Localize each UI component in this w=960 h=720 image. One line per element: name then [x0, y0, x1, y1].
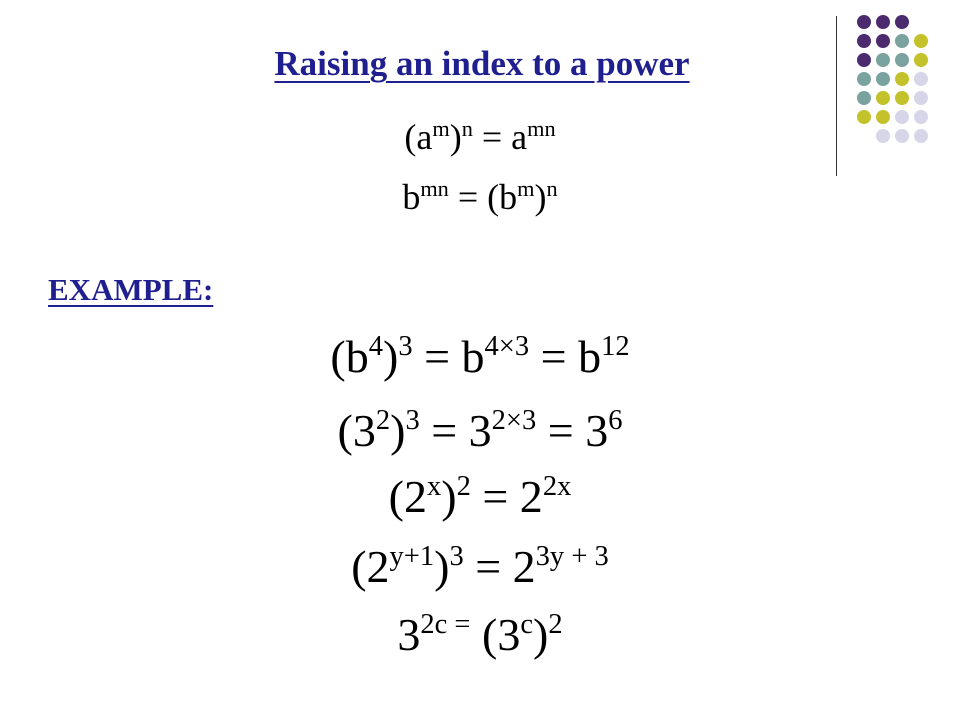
formula-exponent: 4 [368, 330, 383, 362]
formula-exponent: 6 [608, 404, 623, 436]
formula-base-text: = (b [448, 177, 518, 217]
formula-base-text: ) [382, 331, 399, 382]
example-formula-2 [0, 404, 960, 457]
decorative-dot [857, 34, 871, 48]
decorative-dot [876, 15, 890, 29]
formula-base-text: ) [534, 177, 547, 217]
decorative-dot [876, 91, 890, 105]
formula-exponent: 2x [542, 470, 572, 502]
decorative-dot [895, 53, 909, 67]
example-formula-5 [0, 608, 960, 661]
formula-exponent: mn [527, 115, 556, 141]
formula-base-text: (3 [470, 609, 521, 660]
formula-exponent: 3 [449, 540, 464, 572]
formula-exponent: 2c = [420, 608, 471, 640]
decorative-dot [876, 53, 890, 67]
formula-exponent: m [517, 175, 535, 201]
formula-base-text: ) [449, 117, 462, 157]
formula-base-text: ) [390, 405, 406, 456]
formula-exponent: x [427, 470, 442, 502]
formula-exponent: m [432, 115, 450, 141]
formula-exponent: 2×3 [491, 404, 537, 436]
formula-base-text: = 3 [419, 405, 492, 456]
decorative-dot [857, 53, 871, 67]
formula-base-text: = b [412, 331, 485, 382]
decorative-dot [895, 91, 909, 105]
formula-exponent: n [546, 175, 558, 201]
decorative-dot [914, 72, 928, 86]
formula-exponent: 3 [405, 404, 420, 436]
formula-exponent: mn [420, 175, 449, 201]
formula-base-text: = b [529, 331, 602, 382]
decorative-dot [857, 72, 871, 86]
decorative-dot [857, 91, 871, 105]
formula-base-text: (b [330, 331, 369, 382]
decorative-dot [876, 34, 890, 48]
rule-formula-2 [0, 176, 960, 218]
example-heading: EXAMPLE: [48, 272, 214, 307]
formula-base-text: = a [472, 117, 528, 157]
example-formula-1 [0, 330, 960, 383]
formula-base-text: (a [404, 117, 433, 157]
formula-base-text: ) [434, 541, 450, 592]
formula-exponent: 12 [601, 330, 630, 362]
decorative-dot [895, 15, 909, 29]
formula-exponent: y+1 [389, 540, 435, 572]
formula-base-text: ) [533, 609, 549, 660]
formula-exponent: 2 [456, 470, 471, 502]
formula-exponent: 2 [548, 608, 563, 640]
formula-base-text: = 2 [463, 541, 536, 592]
decorative-dot [914, 34, 928, 48]
formula-base-text: = 2 [470, 471, 543, 522]
decorative-dot [876, 72, 890, 86]
example-formula-3 [0, 470, 960, 523]
slide-title: Raising an index to a power [274, 44, 690, 83]
formula-exponent: 3y + 3 [535, 540, 609, 572]
formula-base-text: ) [441, 471, 457, 522]
formula-base-text: b [402, 177, 421, 217]
formula-base-text: (3 [337, 405, 376, 456]
formula-exponent: 3 [398, 330, 413, 362]
formula-exponent: 2 [375, 404, 391, 436]
decorative-dot [914, 91, 928, 105]
decorative-dot [895, 34, 909, 48]
formula-base-text: = 3 [536, 405, 609, 456]
formula-base-text: (2 [388, 471, 427, 522]
formula-exponent: n [461, 115, 473, 141]
decorative-dot [914, 53, 928, 67]
formula-base-text: 3 [397, 609, 421, 660]
formula-base-text: (2 [351, 541, 390, 592]
decorative-dot [857, 15, 871, 29]
rule-formula-1 [0, 116, 960, 158]
example-formula-4 [0, 540, 960, 593]
decorative-dot [895, 72, 909, 86]
formula-exponent: c [520, 608, 534, 640]
formula-exponent: 4×3 [484, 330, 530, 362]
